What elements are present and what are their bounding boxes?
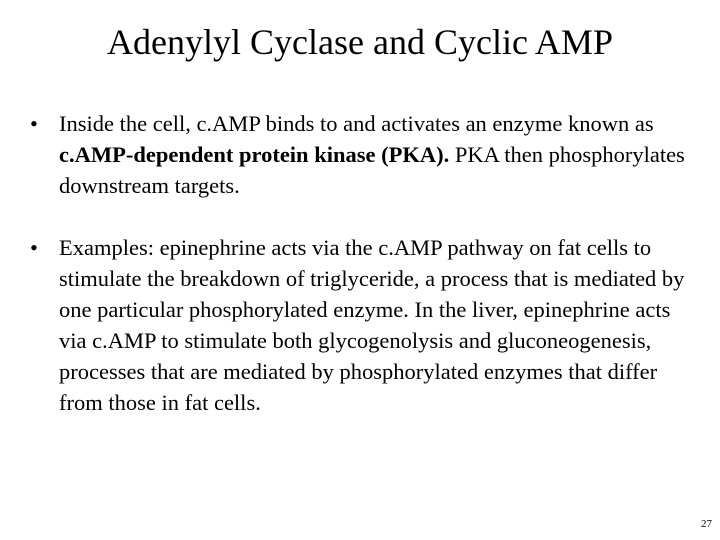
bullet-item-pka xyxy=(30,108,690,201)
bullet-text-outro: PKA then phosphorylates downstream targets. xyxy=(59,142,685,198)
page-number: 27 xyxy=(701,518,712,530)
bullet-text-bold-pka: c.AMP-dependent protein kinase (PKA). xyxy=(59,142,450,167)
slide-title: Adenylyl Cyclase and Cyclic AMP xyxy=(107,22,613,62)
bullet-dot-icon: • xyxy=(30,111,38,136)
bullet-dot-icon: • xyxy=(30,235,38,260)
bullet-item-examples xyxy=(30,232,690,418)
bullet-text-examples: Examples: epinephrine acts via the c.AMP pathway on fat cells to stimulate the breakdown of triglyceride, a process that is mediated by one particular phosphorylated enzyme. In the liver, epinephrine acts via c.AMP to stimulate both glycogenolysis and gluconeogenesis, processes that are mediated by phosphorylated enzymes that differ from those in fat cells. xyxy=(59,235,685,415)
bullet-text-intro: Inside the cell, c.AMP binds to and activates an enzyme known as xyxy=(59,111,654,136)
bullet-list xyxy=(30,108,690,449)
